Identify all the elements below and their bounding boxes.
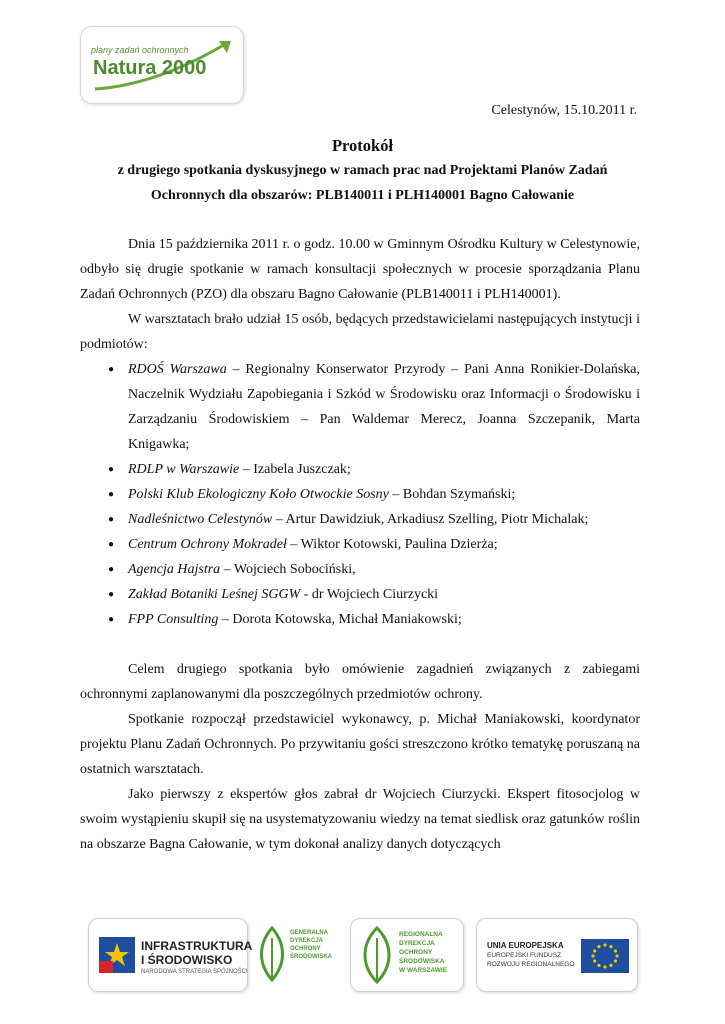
- rdos-logo: [350, 918, 464, 992]
- institution-people: – Bohdan Szymański;: [388, 487, 516, 502]
- bullet-icon: ●: [108, 614, 115, 625]
- institution-name: RDOŚ Warszawa: [128, 362, 227, 377]
- gdos-logo: [256, 918, 334, 990]
- bullet-icon: ●: [108, 464, 115, 475]
- logo-main-text: Natura 2000: [93, 57, 207, 79]
- document-body: [80, 232, 640, 857]
- institution-people: – Wiktor Kotowski, Paulina Dzierża;: [286, 537, 498, 552]
- leaf-icon: [359, 924, 395, 986]
- institution-name: RDLP w Warszawie: [128, 462, 240, 477]
- natura-2000-logo: [80, 26, 244, 104]
- eu-logo: [476, 918, 638, 992]
- infrastruktura-logo: [88, 918, 253, 992]
- list-item: [80, 457, 640, 482]
- paragraph-intro: Dnia 15 października 2011 r. o godz. 10.00 w Gminnym Ośrodku Kultury w Celestynowie, odbyło się drugie spotkanie w ramach konsultacji społecznych w procesie sporządzania Planu Zadań Ochronnych (PZO) dla obszaru Bagno Całowanie (PLB140011 i PLH140001).: [80, 237, 640, 302]
- list-item: [80, 607, 640, 632]
- gdos-line: ŚRODOWISKA: [290, 954, 332, 960]
- institutions-list: [80, 357, 640, 632]
- document-subtitle: z drugiego spotkania dyskusyjnego w ramach prac nad Projektami Planów Zadań Ochronnych dla obszarów: PLB140011 i PLH140001 Bagno Całowanie: [117, 163, 608, 203]
- document-title: Protokół: [331, 136, 394, 155]
- institution-people: – Izabela Juszczak;: [239, 462, 351, 477]
- rdos-line: REGIONALNA: [399, 931, 443, 938]
- institution-people: – Artur Dawidziuk, Arkadiusz Szelling, Piotr Michalak;: [272, 512, 589, 527]
- list-item: [80, 557, 640, 582]
- gdos-line: OCHRONY: [290, 946, 321, 952]
- rdos-line: ŚRODOWISKA: [399, 958, 445, 965]
- institution-name: Polski Klub Ekologiczny Koło Otwockie Sosny: [128, 487, 389, 502]
- rdos-line: OCHRONY: [399, 949, 433, 956]
- eu-line3: ROZWOJU REGIONALNEGO: [487, 961, 575, 968]
- bullet-icon: ●: [108, 489, 115, 500]
- leaf-icon: [256, 924, 288, 984]
- institution-name: Centrum Ochrony Mokradeł: [128, 537, 287, 552]
- institution-people: – Wojciech Sobociński,: [220, 562, 356, 577]
- paragraph-purpose: Celem drugiego spotkania było omówienie zagadnień związanych z zabiegami ochronnymi zaplanowanymi dla poszczególnych przedmiotów ochrony.: [80, 662, 640, 702]
- institution-people: – Dorota Kotowska, Michał Maniakowski;: [218, 612, 462, 627]
- list-item: [80, 582, 640, 607]
- logo-top-text: plany zadań ochronnych: [91, 45, 189, 55]
- eu-flag-star-icon: [97, 935, 137, 975]
- institution-people: – Regionalny Konserwator Przyrody – Pani Anna Ronikier-Dolańska, Naczelnik Wydziału Zapobiegania i Szkód w Środowisku oraz Informacji o Środowisku i Zarządzaniu Środowiskiem – Pan Waldemar Merecz, Joanna Szczepanik, Marta Knigawka;: [128, 362, 640, 452]
- list-item: [80, 357, 640, 457]
- bullet-icon: ●: [108, 564, 115, 575]
- bullet-icon: ●: [108, 364, 115, 375]
- infra-line1: INFRASTRUKTURA: [141, 939, 253, 953]
- eu-line2: EUROPEJSKI FUNDUSZ: [487, 952, 562, 959]
- institution-name: FPP Consulting: [128, 612, 219, 627]
- gdos-line: DYREKCJA: [290, 938, 324, 944]
- paragraph-expert: Jako pierwszy z ekspertów głos zabrał dr Wojciech Ciurzycki. Ekspert fitosocjolog w swoim wystąpieniu skupił się na usystematyzowaniu wiedzy na temat siedlisk oraz gatunków roślin na obszarze Bagna Całowanie, w tym dokonał analizy danych dotyczących: [80, 787, 640, 852]
- list-item: [80, 482, 640, 507]
- bullet-icon: ●: [108, 514, 115, 525]
- rdos-line: W WARSZAWIE: [399, 967, 448, 974]
- document-date: Celestynów, 15.10.2011 r.: [491, 103, 637, 118]
- institution-name: Zakład Botaniki Leśnej SGGW: [128, 587, 301, 602]
- institution-people: - dr Wojciech Ciurzycki: [300, 587, 439, 602]
- footer-logos: [88, 918, 638, 994]
- infra-line2: I ŚRODOWISKO: [141, 953, 233, 967]
- bullet-icon: ●: [108, 589, 115, 600]
- rdos-line: DYREKCJA: [399, 940, 435, 947]
- institution-name: Agencja Hajstra: [128, 562, 221, 577]
- eu-flag-icon: [581, 939, 629, 973]
- infra-line3: NARODOWA STRATEGIA SPÓJNOŚCI: [141, 969, 248, 975]
- paragraph-opening: Spotkanie rozpoczął przedstawiciel wykonawcy, p. Michał Maniakowski, koordynator projektu Planu Zadań Ochronnych. Po przywitaniu gości streszczono krótko tematykę poruszaną na ostatnich warsztatach.: [80, 712, 640, 777]
- list-item: [80, 507, 640, 532]
- list-item: [80, 532, 640, 557]
- paragraph-participants: W warsztatach brało udział 15 osób, będących przedstawicielami następujących instytucji i podmiotów:: [80, 312, 640, 352]
- gdos-line: GENERALNA: [290, 930, 329, 936]
- bullet-icon: ●: [108, 539, 115, 550]
- institution-name: Nadleśnictwo Celestynów: [128, 512, 273, 527]
- eu-line1: UNIA EUROPEJSKA: [487, 941, 564, 950]
- spacer: [80, 632, 640, 657]
